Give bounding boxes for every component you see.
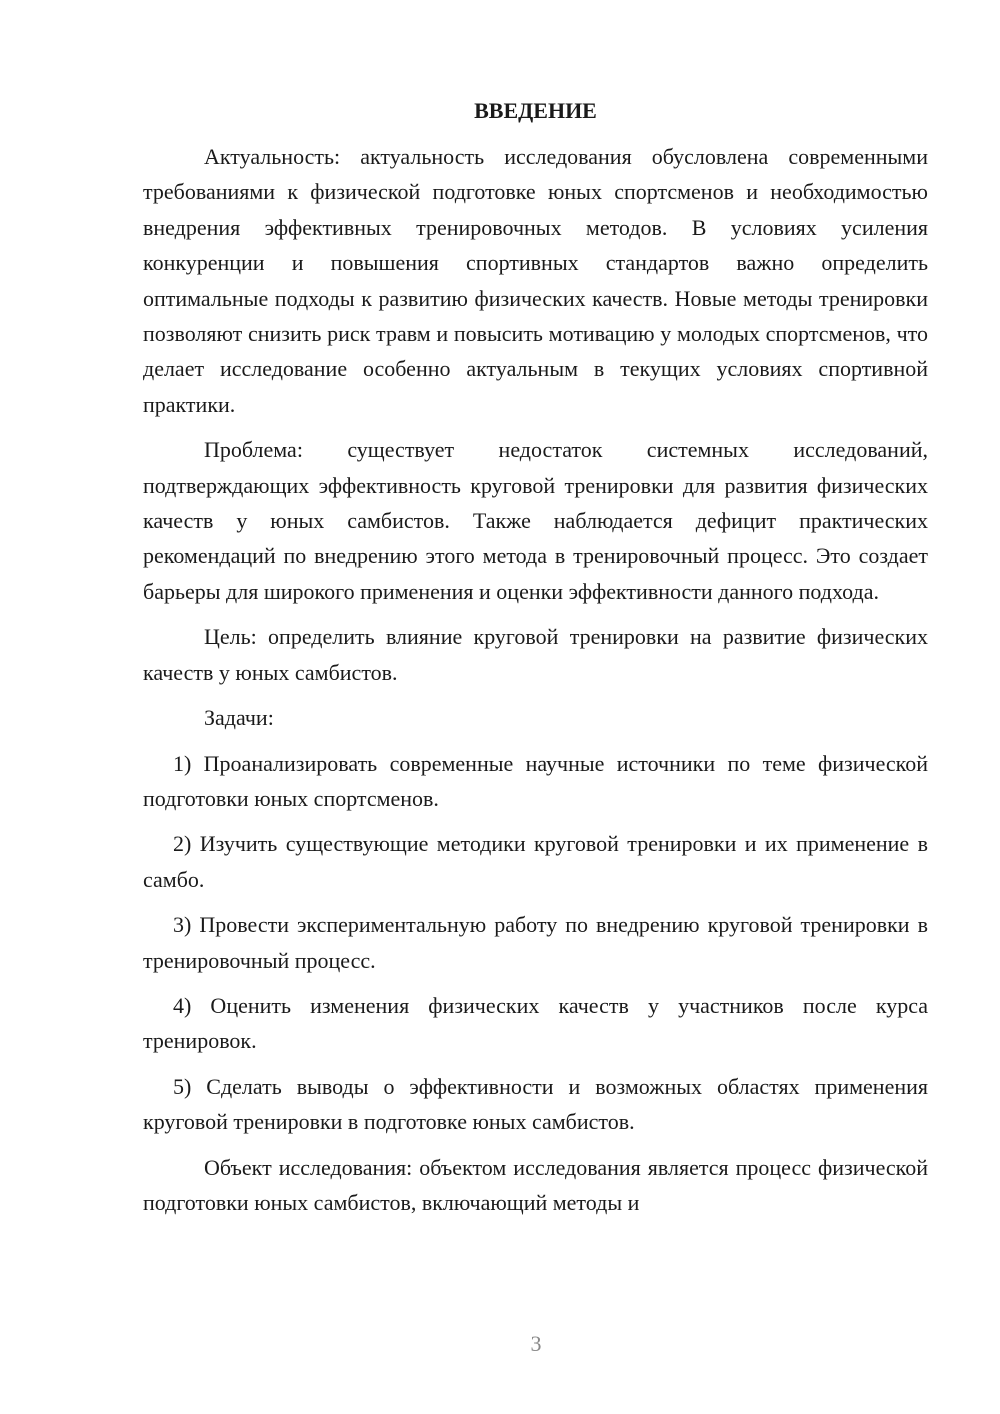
- task-item: 4) Оценить изменения физических качеств у участников после курса тренировок.: [143, 992, 928, 1054]
- relevance-paragraph: Актуальность: актуальность исследования обусловлена современными требованиями к физической подготовке юных спортсменов и необходимостью внедрения эффективных тренировочных методов. В условиях усиления конкуренции и повышения спортивных стандартов важно определить оптимальные подходы к развитию физических качеств. Новые методы тренировки позволяют снизить риск травм и повысить мотивацию у молодых спортсменов, что делает исследование особенно актуальным в текущих условиях спортивной практики.: [143, 144, 928, 417]
- section-title: ВВЕДЕНИЕ: [474, 98, 597, 123]
- task-item: 2) Изучить существующие методики круговой тренировки и их применение в самбо.: [143, 831, 928, 892]
- goal-paragraph: Цель: определить влияние круговой тренировки на развитие физических качеств у юных самбистов.: [143, 624, 928, 685]
- problem-paragraph: Проблема: существует недостаток системных исследований, подтверждающих эффективность круговой тренировки для развития физических качеств у юных самбистов. Также наблюдается дефицит практических рекомендаций по внедрению этого метода в тренировочный процесс. Это создает барьеры для широкого применения и оценки эффективности данного подхода.: [143, 437, 928, 604]
- page-number: 3: [530, 1331, 542, 1356]
- tasks-heading: Задачи:: [204, 705, 274, 731]
- page-body: [143, 95, 928, 1230]
- task-item: 1) Проанализировать современные научные источники по теме физической подготовки юных спортсменов.: [143, 750, 928, 811]
- object-paragraph: Объект исследования: объектом исследования является процесс физической подготовки юных самбистов, включающий методы и: [143, 1154, 928, 1215]
- task-item: 3) Провести экспериментальную работу по внедрению круговой тренировки в тренировочный процесс.: [143, 912, 928, 973]
- task-item: 5) Сделать выводы о эффективности и возможных областях применения круговой тренировки в подготовке юных самбистов.: [143, 1073, 928, 1135]
